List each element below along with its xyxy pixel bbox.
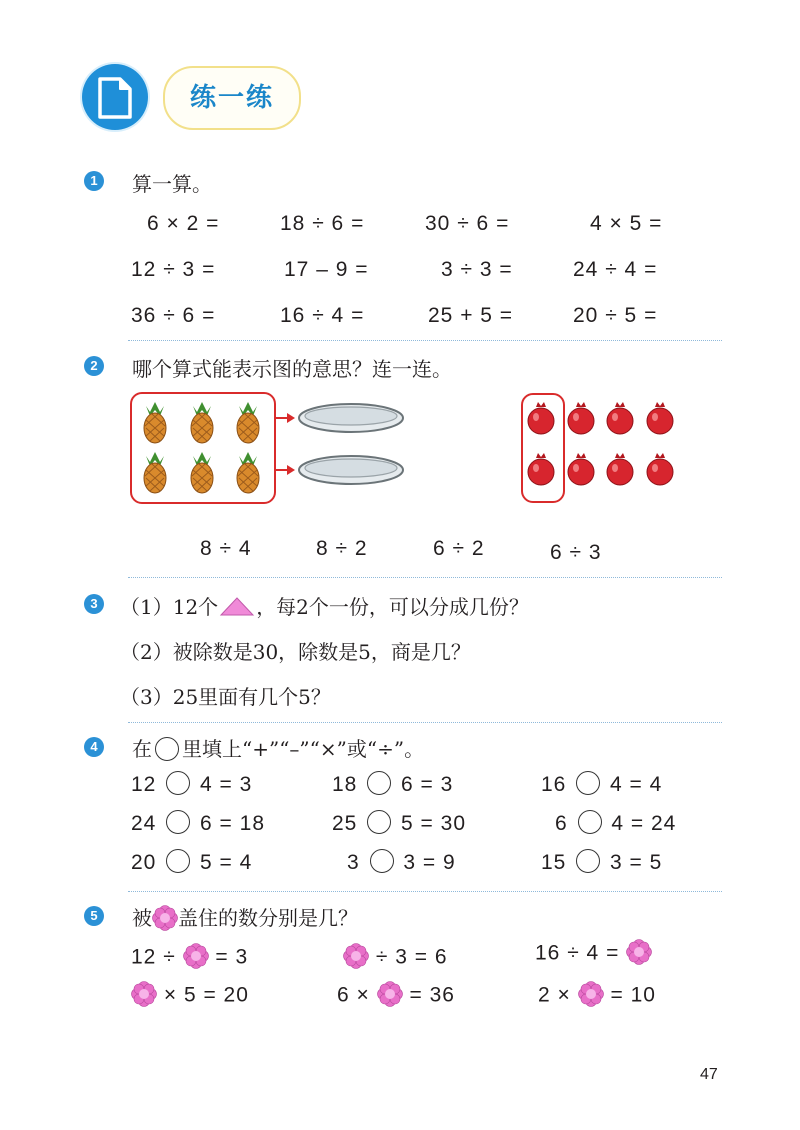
q4-equation: 20 5 = 4 [131, 851, 253, 874]
question-4-prompt [132, 733, 424, 763]
q1-expression: 16 ÷ 4 = [280, 304, 365, 327]
q1-expression: 18 ÷ 6 = [280, 212, 365, 235]
section-divider [128, 891, 722, 892]
q4-equation: 6 4 = 24 [555, 812, 677, 835]
prompt-text: 在 [132, 737, 152, 761]
arrow-icon [274, 465, 295, 475]
q2-option[interactable]: 6 ÷ 2 [433, 537, 485, 560]
blank-circle[interactable] [576, 771, 600, 795]
practice-badge [82, 64, 148, 130]
prompt-text: 被 [132, 906, 152, 930]
section-divider [128, 722, 722, 723]
q3-item-text: 25里面有几个5？ [172, 685, 331, 709]
page-number: 47 [700, 1066, 718, 1083]
section-divider [128, 340, 722, 341]
arrow-icon [274, 413, 295, 423]
q1-expression: 12 ÷ 3 = [131, 258, 216, 281]
pomegranate-icon [528, 402, 554, 434]
circle-icon [155, 737, 179, 761]
flower-icon[interactable] [578, 981, 604, 1007]
pomegranate-icon [568, 402, 594, 434]
q3-item-label: （1） [120, 595, 173, 619]
pomegranate-icon [528, 453, 554, 485]
triangle-icon [219, 595, 255, 617]
flower-icon [152, 905, 178, 931]
q2-option[interactable]: 8 ÷ 4 [200, 537, 252, 560]
pineapple-icon [144, 402, 166, 443]
flower-icon[interactable] [131, 981, 157, 1007]
section-divider [128, 577, 722, 578]
q4-equation: 3 3 = 9 [347, 851, 456, 874]
blank-circle[interactable] [578, 810, 602, 834]
blank-circle[interactable] [367, 810, 391, 834]
q1-expression: 3 ÷ 3 = [441, 258, 513, 281]
q1-expression: 6 × 2 = [147, 212, 220, 235]
prompt-text: 盖住的数分别是几？ [178, 906, 358, 930]
q1-expression: 4 × 5 = [590, 212, 663, 235]
flower-icon[interactable] [343, 943, 369, 969]
q4-equation: 18 6 = 3 [332, 773, 454, 796]
q3-item-2 [120, 636, 471, 665]
q4-equation: 15 3 = 5 [541, 851, 663, 874]
q1-expression: 30 ÷ 6 = [425, 212, 510, 235]
q5-equation: ÷ 3 = 6 [343, 945, 448, 971]
pomegranate-icon [568, 453, 594, 485]
question-number-5: 5 [84, 906, 104, 926]
blank-circle[interactable] [367, 771, 391, 795]
q5-equation: 16 ÷ 4 = [535, 941, 652, 967]
question-number-2: 2 [84, 356, 104, 376]
q3-item-text: 12个 [172, 595, 219, 619]
question-2-prompt: 哪个算式能表示图的意思？连一连。 [132, 357, 452, 381]
question-1-prompt: 算一算。 [132, 172, 212, 196]
question-number-3: 3 [84, 594, 104, 614]
page-title: 练一练 [163, 66, 301, 130]
pomegranate-icon [647, 402, 673, 434]
q1-expression: 36 ÷ 6 = [131, 304, 216, 327]
pomegranate-icon [647, 453, 673, 485]
plate-icon [299, 456, 403, 484]
q3-item-label: （3） [120, 685, 173, 709]
blank-circle[interactable] [370, 849, 394, 873]
q5-equation: 6 × = 36 [337, 983, 455, 1009]
q5-equation: 12 ÷ = 3 [131, 945, 248, 971]
q1-expression: 25 + 5 = [428, 304, 514, 327]
flower-icon[interactable] [626, 939, 652, 965]
q4-equation: 12 4 = 3 [131, 773, 253, 796]
prompt-text: 里填上“+”“–”“×”或“÷”。 [182, 737, 425, 761]
pineapple-icon [191, 452, 213, 493]
q2-option[interactable]: 8 ÷ 2 [316, 537, 368, 560]
q1-expression: 17 – 9 = [284, 258, 369, 281]
flower-icon[interactable] [377, 981, 403, 1007]
plate-icon [299, 404, 403, 432]
blank-circle[interactable] [166, 771, 190, 795]
document-icon [96, 77, 134, 119]
q4-equation: 24 6 = 18 [131, 812, 266, 835]
q2-option[interactable]: 6 ÷ 3 [550, 541, 602, 564]
question-5-prompt [132, 902, 358, 933]
pineapple-icon [191, 402, 213, 443]
flower-icon[interactable] [183, 943, 209, 969]
q3-item-text: 被除数是30，除数是5，商是几？ [172, 640, 471, 664]
q5-equation: × 5 = 20 [131, 983, 249, 1009]
pineapple-illustration [130, 392, 420, 504]
q3-item-label: （2） [120, 640, 173, 664]
blank-circle[interactable] [166, 849, 190, 873]
pomegranate-icon [607, 453, 633, 485]
q5-equation: 2 × = 10 [538, 983, 656, 1009]
q3-item-3 [120, 681, 331, 710]
q1-expression: 24 ÷ 4 = [573, 258, 658, 281]
pomegranate-icon [607, 402, 633, 434]
pineapple-icon [237, 452, 259, 493]
pineapple-icon [144, 452, 166, 493]
question-number-1: 1 [84, 171, 104, 191]
pineapple-icon [237, 402, 259, 443]
q1-expression: 20 ÷ 5 = [573, 304, 658, 327]
blank-circle[interactable] [166, 810, 190, 834]
question-number-4: 4 [84, 737, 104, 757]
q3-item-1 [120, 591, 529, 620]
pomegranate-illustration [520, 396, 685, 500]
q4-equation: 25 5 = 30 [332, 812, 467, 835]
blank-circle[interactable] [576, 849, 600, 873]
q4-equation: 16 4 = 4 [541, 773, 663, 796]
q3-item-text: ，每2个一份，可以分成几份？ [256, 595, 529, 619]
